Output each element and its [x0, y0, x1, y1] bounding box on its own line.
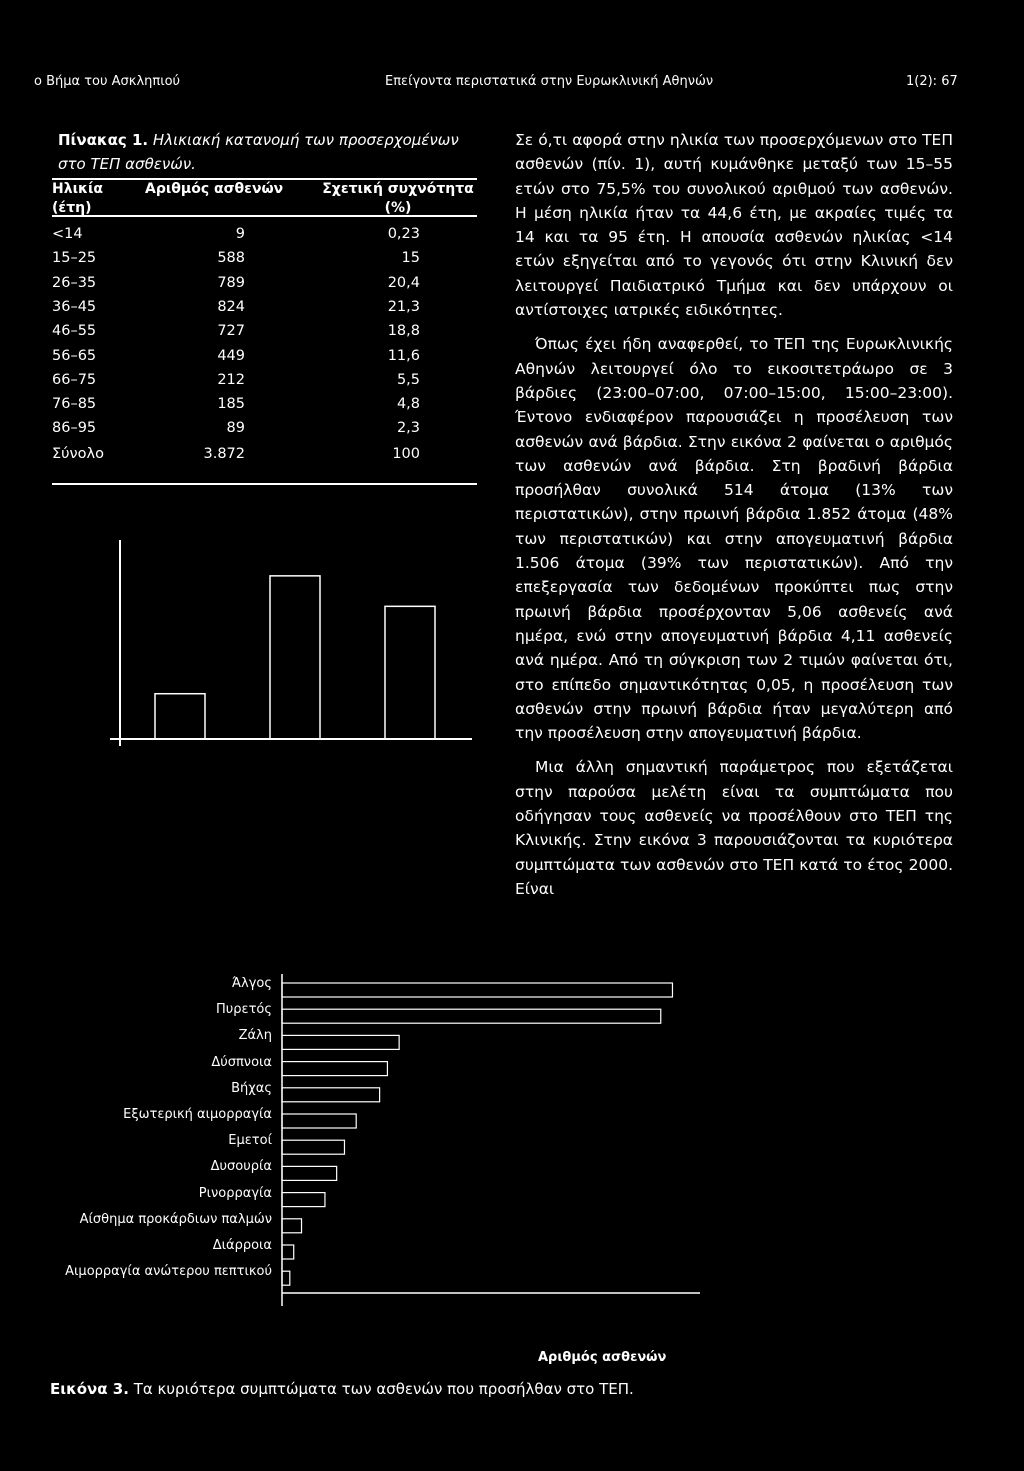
table-cell-pct: 21,3: [387, 298, 420, 315]
table-cell-pct: 11,6: [387, 347, 420, 364]
table-caption: [58, 128, 488, 176]
table-header-pct-l2: (%): [384, 200, 412, 216]
fig3-bar: [282, 1114, 356, 1128]
fig3-bars: [282, 983, 672, 1285]
table-bottom-rule: [52, 483, 477, 485]
table-cell-age: 46–55: [52, 323, 97, 340]
table-title: Ηλικιακή κατανομή των προσερχομένων στο ΤΕΠ ασθενών.: [58, 131, 459, 173]
table-cell-count: 824: [217, 298, 245, 315]
fig3-bar: [282, 1245, 294, 1259]
table-total-count: 3.872: [203, 445, 245, 462]
table-cell-count: 185: [217, 396, 245, 413]
table-cell-pct: 0,23: [387, 226, 420, 242]
table-cell-pct: 2,3: [396, 420, 420, 437]
table-header-age: [52, 180, 103, 218]
running-header-title: Επείγοντα περιστατικά στην Ευρωκλινική Αθηνών: [385, 74, 714, 89]
fig3-bar: [282, 1062, 387, 1076]
table-cell-age: 76–85: [52, 396, 97, 413]
fig3-bar: [282, 1140, 344, 1154]
fig3-bar: [282, 1219, 302, 1233]
table-cell-pct: 15: [401, 250, 420, 267]
fig3-bar: [282, 1009, 661, 1023]
fig3-label: Αιμορραγία ανώτερου πεπτικού: [65, 1264, 272, 1280]
fig3-label: Διάρροια: [212, 1238, 272, 1253]
figure-symptoms-chart: [270, 974, 710, 1309]
table-cell-age: 56–65: [52, 347, 97, 364]
fig3-label: Αίσθημα προκάρδιων παλμών: [79, 1211, 272, 1227]
paragraph-symptoms: Μια άλλη σημαντική παράμετρος που εξετάζεται στην παρούσα μελέτη είναι τα συμπτώματα που οδήγησαν τους ασθενείς να προσέλθουν στο ΤΕΠ της Κλινικής. Στην εικόνα 3 παρουσιάζονται τα κυριότερα συμπτώματα των ασθενών στο ΤΕΠ κατά το έτος 2000. Είναι: [515, 758, 953, 898]
fig3-label: Εξωτερική αιμορραγία: [123, 1107, 272, 1122]
table-cell-pct: 5,5: [396, 371, 420, 388]
table-cell-count: 212: [217, 371, 245, 388]
table-cell-count: 727: [217, 323, 245, 340]
fig3-bar: [282, 1193, 325, 1207]
table-total-pct: 100: [392, 445, 420, 462]
table-header-pct-l1: Σχετική συχνότητα: [322, 181, 474, 197]
fig3-x-axis-label: Αριθμός ασθενών: [538, 1350, 667, 1365]
fig3-bar: [282, 1088, 380, 1102]
table-cell-pct: 4,8: [396, 396, 420, 413]
fig3-label: Δύσπνοια: [211, 1054, 272, 1070]
table-cell-pct: 18,8: [387, 323, 420, 340]
fig3-label: Ζάλη: [238, 1028, 272, 1044]
fig3-label: Δυσουρία: [210, 1159, 272, 1175]
fig3-bar: [282, 983, 672, 997]
running-header-journal: ο Βήμα του Ασκληπιού: [34, 74, 181, 89]
table-cell-count: 9: [235, 226, 245, 242]
running-header-page: 1(2): 67: [906, 74, 958, 89]
table-cell-count: 789: [217, 274, 245, 291]
table-header-age-l2: (έτη): [52, 200, 92, 216]
figure3-caption-text: Τα κυριότερα συμπτώματα των ασθενών που προσήλθαν στο ΤΕΠ.: [133, 1380, 634, 1398]
body-text: [515, 128, 953, 901]
fig3-label: Πυρετός: [216, 1002, 272, 1018]
fig3-bar: [282, 1166, 337, 1180]
figure3-caption-label: Εικόνα 3.: [50, 1380, 129, 1398]
table-header-count: Αριθμός ασθενών: [145, 181, 284, 197]
table-header-age-l1: Ηλικία: [52, 181, 104, 197]
fig2-bar-2: [270, 576, 320, 739]
table-cell-count: 588: [217, 250, 245, 267]
table-cell-count: 449: [217, 347, 245, 364]
table-cell-pct: 20,4: [387, 274, 420, 291]
fig2-bar-3: [385, 606, 435, 739]
figure-shift-chart: [110, 540, 475, 760]
fig2-bar-1: [155, 694, 205, 739]
fig3-bar: [282, 1035, 399, 1049]
table-total-age: Σύνολο: [52, 445, 104, 462]
table-cell-age: 36–45: [52, 298, 97, 315]
figure3-caption: [50, 1380, 634, 1398]
table-cell-age: 66–75: [52, 371, 97, 388]
fig3-bar: [282, 1271, 290, 1285]
paragraph-shifts: Όπως έχει ήδη αναφερθεί, το ΤΕΠ της Ευρωκλινικής Αθηνών λειτουργεί όλο το εικοσιτετράωρο σε 3 βάρδιες (23:00–07:00, 07:00–15:00, 15:00–23:00). Έντονο ενδιαφέρον παρουσιάζει η προσέλευση των ασθενών ανά βάρδια. Στην εικόνα 2 φαίνεται ο αριθμός των ασθενών ανά βάρδια. Στη βραδινή βάρδια προσήλθαν συνολικά 514 άτομα (13% των περιστατικών), στην πρωινή βάρδια 1.852 άτομα (48% των περιστατικών) και στην απογευματινή βάρδια 1.506 άτομα (39% των περιστατικών). Από την επεξεργασία των δεδομένων προκύπτει πως στην πρωινή βάρδια προσέρχονταν 5,06 ασθενείς ανά ημέρα, ενώ στην απογευματινή βάρδια 4,11 ασθενείς ανά ημέρα. Από τη σύγκριση των 2 τιμών φαίνεται ότι, στο επίπεδο σημαντικότητας 0,05, η προσέλευση των ασθενών στην πρωινή βάρδια ήταν μεγαλύτερη από την προσέλευση στην απογευματινή βάρδια.: [515, 335, 953, 743]
paragraph-age: Σε ό,τι αφορά στην ηλικία των προσερχόμενων στο ΤΕΠ ασθενών (πίν. 1), αυτή κυμάνθηκε μεταξύ των 15–55 ετών στο 75,5% του συνολικού αριθμού των ασθενών. Η μέση ηλικία ήταν τα 44,6 έτη, με ακραίες τιμές τα 14 και τα 95 έτη. Η απουσία ασθενών ηλικίας <14 ετών εξηγείται από το γεγονός ότι στην Κλινική δεν λειτουργεί Παιδιατρικό Τμήμα και δεν υπάρχουν οι αντίστοιχες ιατρικές ειδικότητες.: [515, 131, 953, 320]
fig3-label: Ρινορραγία: [198, 1185, 272, 1201]
table-cell-age: 26–35: [52, 274, 97, 291]
fig3-label: Άλγος: [232, 976, 272, 991]
table-cell-age: 15–25: [52, 250, 97, 267]
table-cell-age: <14: [52, 226, 83, 242]
fig2-bars: [155, 576, 435, 739]
table-label: Πίνακας 1.: [58, 131, 149, 149]
fig3-label: Εμετοί: [228, 1133, 272, 1149]
table-cell-age: 86–95: [52, 420, 97, 437]
fig3-label: Βήχας: [231, 1080, 272, 1096]
table-cell-count: 89: [226, 420, 245, 437]
table-header-pct: [318, 180, 478, 218]
